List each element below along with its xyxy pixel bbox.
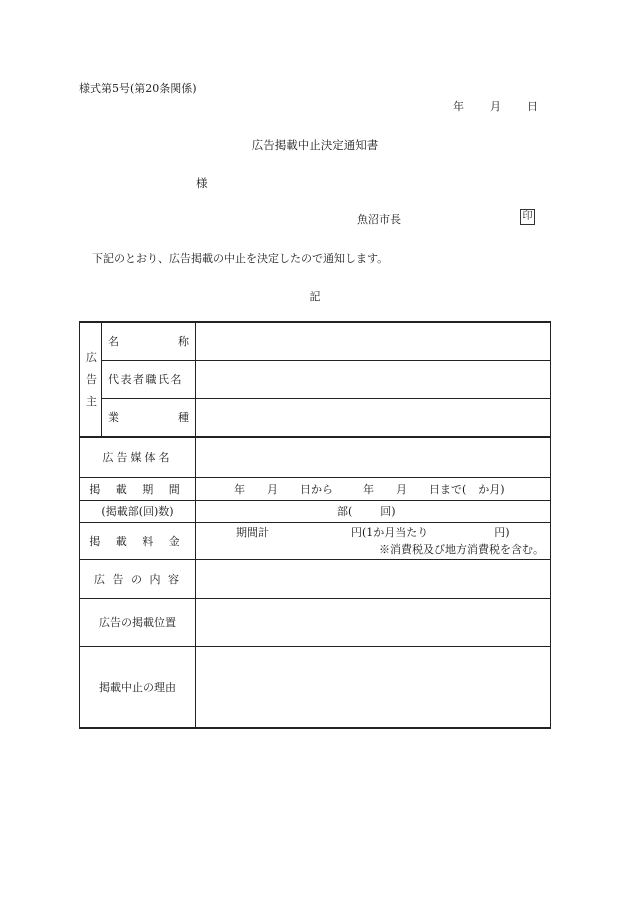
field-industry[interactable] bbox=[196, 398, 551, 437]
addressee-suffix: 様 bbox=[196, 176, 208, 190]
label-media-name: 広告媒体名 bbox=[80, 437, 196, 477]
label-count: (掲載部(回)数) bbox=[80, 500, 196, 522]
field-period[interactable]: 年 月 日から 年 月 日まで( か月) bbox=[196, 477, 551, 500]
label-representative: 代表者職氏名 bbox=[102, 360, 196, 398]
fee-tax-note: ※消費税及び地方消費税を含む。 bbox=[379, 543, 544, 556]
label-content: 広 告 の 内 容 bbox=[80, 559, 196, 598]
date-year: 年 bbox=[453, 100, 464, 113]
label-industry bbox=[102, 398, 196, 437]
advertiser-char: 告 bbox=[86, 372, 97, 386]
row-advertiser-name bbox=[80, 322, 551, 360]
fee-yen-per-month: 円(1か月当たり bbox=[351, 526, 429, 539]
row-representative bbox=[80, 360, 551, 398]
notification-table bbox=[79, 321, 551, 729]
sender-name: 魚沼市長 bbox=[357, 213, 401, 226]
field-position[interactable] bbox=[196, 598, 551, 646]
label-char: 種 bbox=[178, 411, 189, 425]
label-char: 名 bbox=[108, 335, 119, 349]
body-text: 下記のとおり、広告掲載の中止を決定したので通知します。 bbox=[92, 252, 389, 265]
row-period bbox=[80, 477, 551, 500]
advertiser-group-label bbox=[80, 322, 102, 437]
field-count[interactable]: 部( 回) bbox=[196, 500, 551, 522]
advertiser-char: 広 bbox=[86, 350, 97, 364]
label-period: 掲 載 期 間 bbox=[80, 477, 196, 500]
field-reason[interactable] bbox=[196, 646, 551, 728]
field-content[interactable] bbox=[196, 559, 551, 598]
row-fee bbox=[80, 522, 551, 559]
field-representative[interactable] bbox=[196, 360, 551, 398]
fee-yen-close: 円) bbox=[494, 526, 510, 539]
advertiser-char: 主 bbox=[86, 394, 97, 408]
label-name bbox=[102, 322, 196, 360]
date-month: 月 bbox=[490, 100, 501, 113]
row-position bbox=[80, 598, 551, 646]
row-media bbox=[80, 437, 551, 477]
label-char: 業 bbox=[108, 411, 119, 425]
row-industry bbox=[80, 398, 551, 437]
label-char: 称 bbox=[178, 335, 189, 349]
fee-total: 期間計 bbox=[236, 526, 269, 539]
ki-heading: 記 bbox=[309, 290, 321, 303]
form-number: 様式第5号(第20条関係) bbox=[79, 82, 197, 95]
row-count bbox=[80, 500, 551, 522]
field-fee[interactable] bbox=[196, 522, 551, 559]
row-reason bbox=[80, 646, 551, 728]
label-fee: 掲 載 料 金 bbox=[80, 522, 196, 559]
field-name[interactable] bbox=[196, 322, 551, 360]
document-title: 広告掲載中止決定通知書 bbox=[251, 138, 379, 152]
label-position: 広告の掲載位置 bbox=[80, 598, 196, 646]
seal-mark: 印 bbox=[520, 209, 535, 225]
field-media-name[interactable] bbox=[196, 437, 551, 477]
date-line bbox=[453, 98, 538, 114]
date-day: 日 bbox=[527, 100, 538, 113]
label-reason: 掲載中止の理由 bbox=[80, 646, 196, 728]
row-content bbox=[80, 559, 551, 598]
